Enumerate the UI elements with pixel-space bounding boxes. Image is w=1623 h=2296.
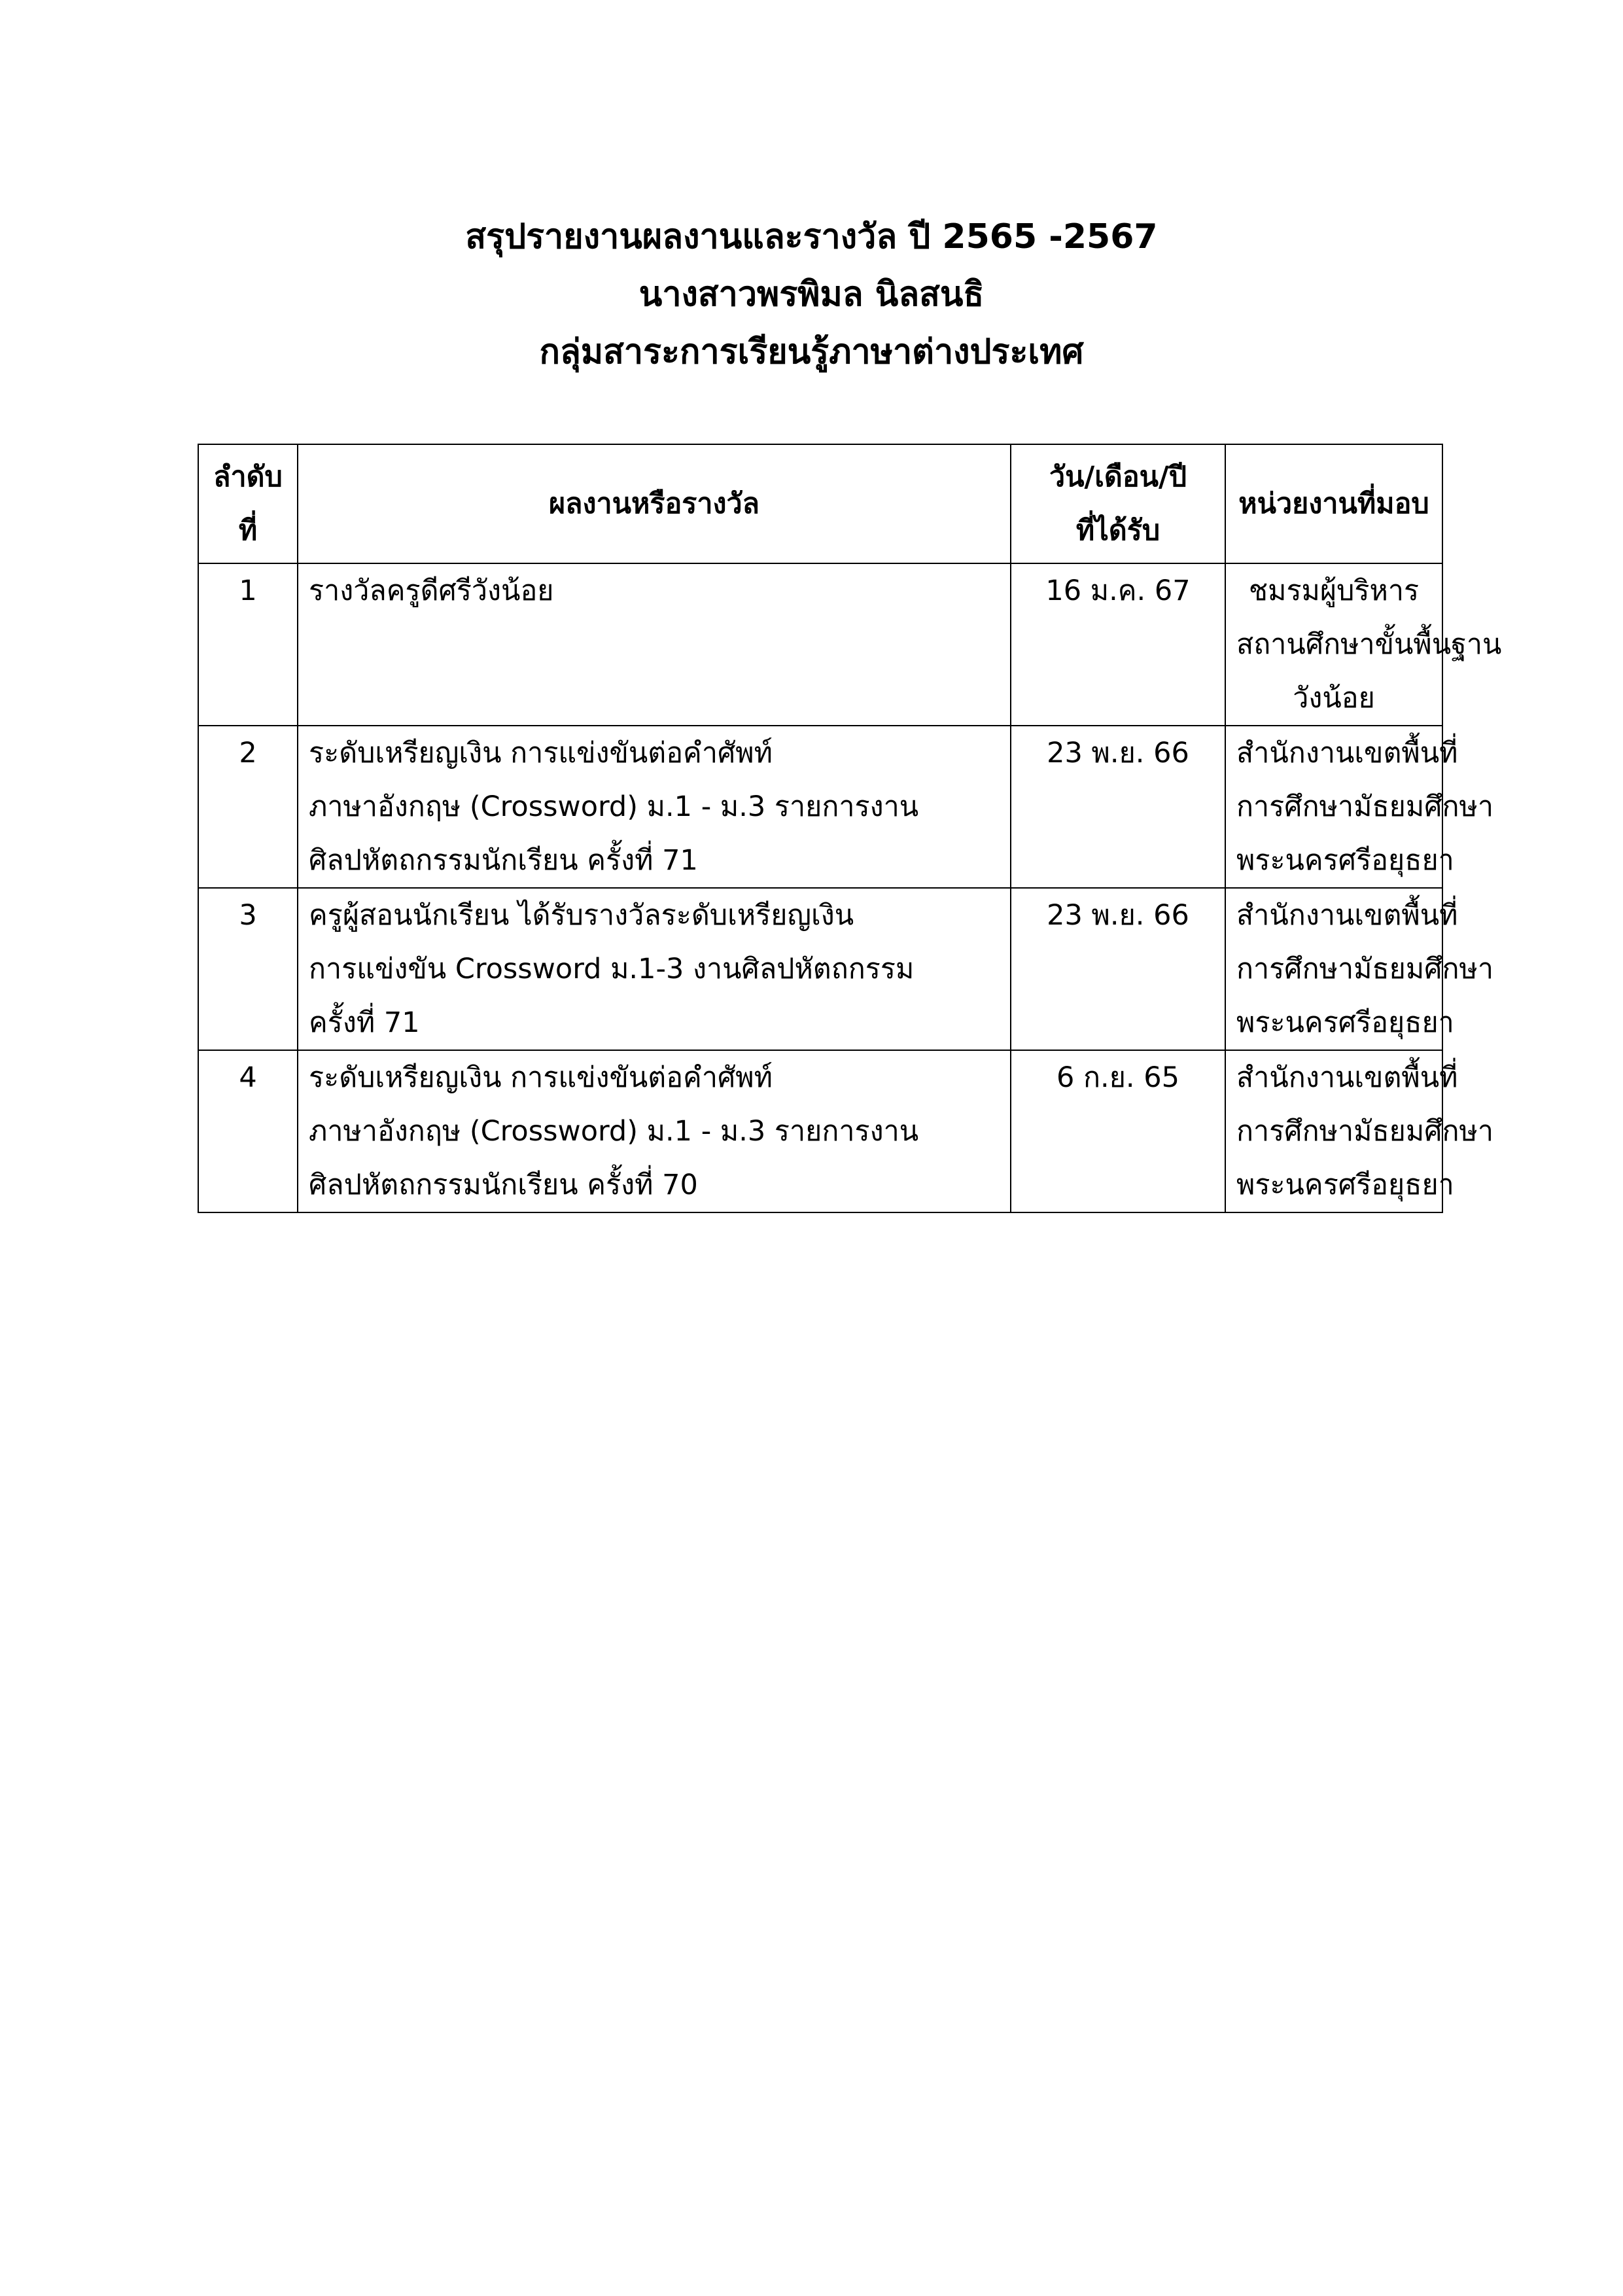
award-title: รางวัลครูดีศรีวังน้อย [298, 563, 1011, 726]
award-title: ครูผู้สอนนักเรียน ได้รับรางวัลระดับเหรียญเงิน การแข่งขัน Crossword ม.1-3 งานศิลปหัตถกรรม ครั้งที่ 71 [298, 888, 1011, 1050]
department-name: กลุ่มสาระการเรียนรู้ภาษาต่างประเทศ [539, 332, 1084, 372]
column-header-organization: หน่วยงานที่มอบ [1225, 444, 1442, 563]
awards-table [198, 444, 1502, 1213]
column-header-award: ผลงานหรือรางวัล [298, 444, 1011, 563]
report-title: สรุปรายงานผลงานและรางวัล ปี 2565 -2567 [465, 217, 1158, 256]
award-date: 16 ม.ค. 67 [1011, 563, 1225, 726]
row-number: 3 [198, 888, 298, 1050]
column-header-date: วัน/เดือน/ปี ที่ได้รับ [1011, 444, 1225, 563]
row-number: 1 [198, 563, 298, 726]
table-header-row [198, 444, 1442, 563]
award-date: 6 ก.ย. 65 [1011, 1050, 1225, 1212]
row-number: 4 [198, 1050, 298, 1212]
award-date: 23 พ.ย. 66 [1011, 888, 1225, 1050]
table-row [198, 726, 1442, 888]
document-header [0, 208, 1623, 381]
award-title: ระดับเหรียญเงิน การแข่งขันต่อคำศัพท์ ภาษาอังกฤษ (Crossword) ม.1 - ม.3 รายการงาน ศิลปหัตถกรรมนักเรียน ครั้งที่ 70 [298, 1050, 1011, 1212]
awarding-organization: สำนักงานเขตพื้นที่ การศึกษามัธยมศึกษา พระนครศรีอยุธยา [1225, 1050, 1442, 1212]
teacher-name: นางสาวพรพิมล นิลสนธิ [638, 275, 985, 314]
awarding-organization: สำนักงานเขตพื้นที่ การศึกษามัธยมศึกษา พระนครศรีอยุธยา [1225, 888, 1442, 1050]
table-row [198, 563, 1442, 726]
table-row [198, 888, 1442, 1050]
awarding-organization: ชมรมผู้บริหาร สถานศึกษาขั้นพื้นฐาน วังน้อย [1225, 563, 1442, 726]
row-number: 2 [198, 726, 298, 888]
award-title: ระดับเหรียญเงิน การแข่งขันต่อคำศัพท์ ภาษาอังกฤษ (Crossword) ม.1 - ม.3 รายการงาน ศิลปหัตถกรรมนักเรียน ครั้งที่ 71 [298, 726, 1011, 888]
awarding-organization: สำนักงานเขตพื้นที่ การศึกษามัธยมศึกษา พระนครศรีอยุธยา [1225, 726, 1442, 888]
table-row [198, 1050, 1442, 1212]
award-date: 23 พ.ย. 66 [1011, 726, 1225, 888]
column-header-number: ลำดับ ที่ [198, 444, 298, 563]
